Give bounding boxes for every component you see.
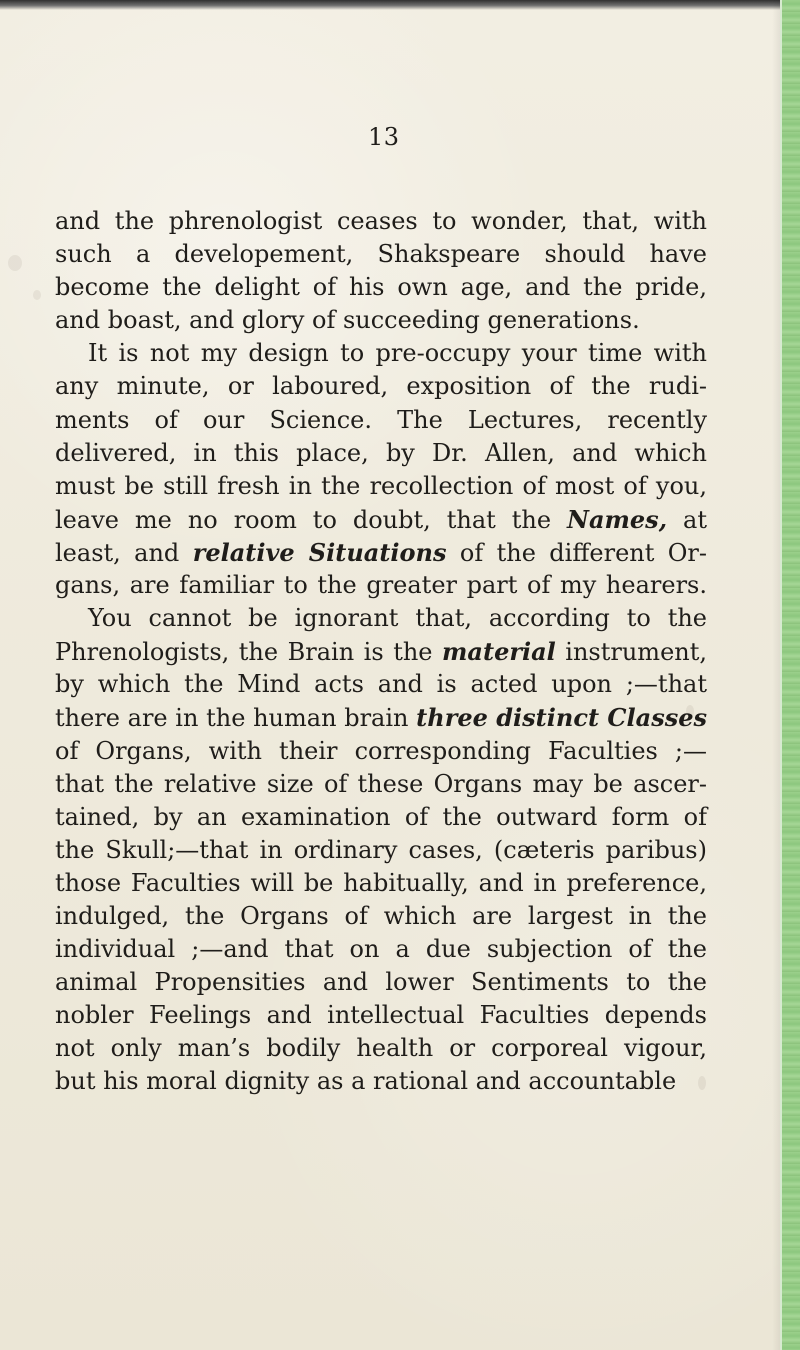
text-line: It is not my design to pre-occupy your time with	[88, 339, 707, 368]
page-number: 13	[368, 123, 400, 151]
text-line: and the phrenologist ceases to wonder, that, with	[55, 207, 707, 235]
text-line: by which the Mind acts and is acted upon ;—that	[55, 670, 707, 699]
text-line: delivered, in this place, by Dr. Allen, and which	[55, 438, 707, 467]
emphasized-text: three distinct Classes	[416, 703, 708, 733]
text-line	[55, 536, 707, 569]
top-border	[0, 0, 800, 10]
text-line: gans, are familiar to the greater part of my hearers.	[55, 571, 707, 600]
text-line: individual ;—and that on a due subjection of the	[55, 935, 707, 964]
text-fragment: instrument,	[555, 638, 708, 667]
text-line: of Organs, with their corresponding Faculties ;—	[55, 736, 707, 765]
text-line: You cannot be ignorant that, according to the	[88, 604, 707, 633]
text-fragment: Phrenologists, the Brain is the	[55, 638, 443, 667]
text-line: tained, by an examination of the outward form of	[55, 802, 707, 831]
text-line: ments of our Science. The Lectures, recently	[55, 405, 707, 434]
text-fragment: leave me no room to doubt, that the	[55, 505, 568, 534]
emphasized-text: material	[442, 637, 556, 667]
text-line	[55, 503, 707, 536]
text-line: and boast, and glory of succeeding generations.	[55, 306, 640, 335]
text-line	[55, 635, 707, 668]
emphasized-text: relative Situations	[192, 537, 447, 567]
text-fragment: of the different Or-	[446, 538, 708, 567]
text-line: such a developement, Shakspeare should have	[55, 240, 707, 269]
text-line: nobler Feelings and intellectual Faculties depends	[55, 1001, 707, 1030]
text-line: those Faculties will be habitually, and in preference,	[55, 868, 707, 897]
text-line: that the relative size of these Organs may be ascer-	[55, 769, 707, 798]
paper-smudge	[8, 255, 22, 271]
text-line: animal Propensities and lower Sentiments to the	[55, 968, 707, 997]
book-binding-edge	[780, 0, 800, 1350]
text-line: any minute, or laboured, exposition of the rudi-	[55, 372, 707, 401]
paper-smudge	[33, 290, 41, 300]
text-fragment: least, and	[55, 538, 193, 567]
text-line	[55, 701, 707, 734]
text-line: the Skull;—that in ordinary cases, (cæteris paribus)	[55, 835, 707, 864]
text-line: indulged, the Organs of which are largest in the	[55, 901, 707, 930]
page-shadow	[772, 0, 780, 1350]
text-line: but his moral dignity as a rational and accountable	[55, 1067, 677, 1096]
text-line: become the delight of his own age, and the pride,	[55, 273, 707, 302]
emphasized-text: Names,	[567, 504, 668, 534]
text-fragment: at	[667, 505, 707, 534]
text-line: not only man’s bodily health or corporeal vigour,	[55, 1034, 707, 1063]
body-text	[55, 205, 707, 1099]
text-fragment: there are in the human brain	[55, 704, 417, 733]
text-line: must be still fresh in the recollection of most of you,	[55, 471, 707, 500]
